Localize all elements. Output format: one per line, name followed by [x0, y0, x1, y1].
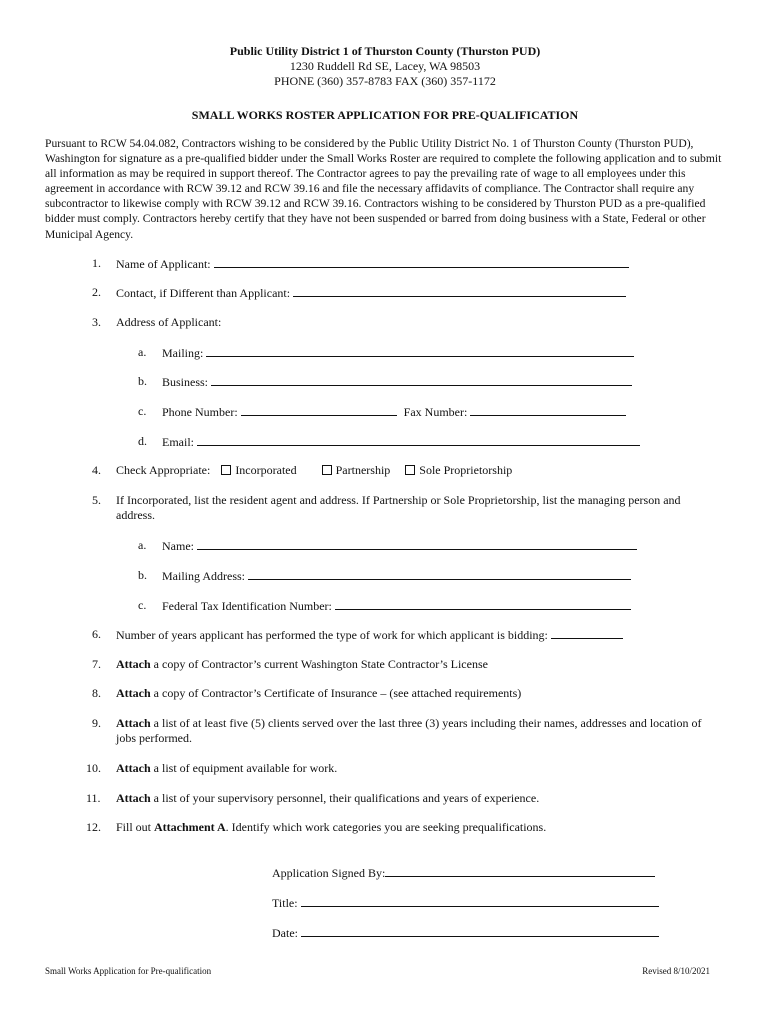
categories-text: . Identify which work categories you are seeking prequalifications.	[225, 820, 547, 834]
sub-letter: c.	[138, 404, 147, 418]
tax-id-field[interactable]	[335, 598, 631, 610]
signer-title-label: Title:	[272, 896, 298, 910]
attach-label: Attach	[116, 716, 151, 730]
attachment-a-label: Attachment A	[154, 820, 226, 834]
sub-letter: d.	[138, 434, 147, 448]
fax-label: Fax Number:	[403, 405, 468, 419]
sub-letter: c.	[138, 598, 147, 612]
clients-text: a list of at least five (5) clients served over the last three (3) years including their names, addresses and location of jobs performed.	[116, 716, 702, 745]
item-number: 11.	[86, 791, 101, 805]
agent-mailing-label: Mailing Address:	[162, 569, 245, 583]
incorporated-label: Incorporated	[235, 463, 297, 477]
agent-name-row	[162, 538, 637, 554]
email-field[interactable]	[197, 434, 640, 446]
date-row	[272, 925, 659, 941]
phone-field[interactable]	[241, 404, 397, 416]
partnership-label: Partnership	[335, 463, 391, 477]
contact-label: Contact, if Different than Applicant:	[116, 286, 291, 300]
check-appropriate-row	[116, 463, 512, 478]
email-row	[162, 434, 640, 450]
org-phone-fax: PHONE (360) 357-8783 FAX (360) 357-1172	[274, 74, 496, 88]
org-name: Public Utility District 1 of Thurston County (Thurston PUD)	[229, 44, 541, 58]
contact-row	[116, 285, 626, 301]
signed-by-label: Application Signed By:	[272, 866, 386, 880]
sub-letter: a.	[138, 345, 147, 359]
years-label: Number of years applicant has performed the type of work for which applicant is bidding:	[116, 628, 548, 642]
sole-proprietorship-checkbox[interactable]	[405, 465, 415, 475]
intro-paragraph: Pursuant to RCW 54.04.082, Contractors wishing to be considered by the Public Utility District No. 1 of Thurston County (Thurston PUD), Washington for signature as a pre-qualified bidder under the Small Works Roster are required to complete the following application and to submit all information as may be required in support thereof. The Contractor agrees to pay the prevailing rate of wage to all employees under this agreement in accordance with RCW 39.12 and RCW 39.16 and file the necessary affidavits of compliance. The Contractor shall require any subcontractor to likewise comply with RCW 39.12 and RCW 39.16. Contractors wishing to be considered by Thurston PUD as a pre-qualified bidder must comply. Contractors hereby certify that they have not been suspended or barred from doing business with a State, Federal or other Municipal Agency.	[45, 137, 722, 241]
item-number: 1.	[92, 256, 101, 270]
item-number: 2.	[92, 285, 101, 299]
equipment-text: a list of equipment available for work.	[150, 761, 338, 775]
item-number: 4.	[92, 463, 101, 477]
signed-by-field[interactable]	[385, 865, 655, 877]
attach-label: Attach	[116, 657, 151, 671]
mailing-row	[162, 345, 634, 361]
clients-item	[116, 716, 716, 746]
email-label: Email:	[162, 435, 194, 449]
attach-label: Attach	[116, 686, 151, 700]
agent-instructions: If Incorporated, list the resident agent and address. If Partnership or Sole Proprietorship, list the managing person and address.	[116, 493, 681, 522]
business-field[interactable]	[211, 374, 632, 386]
header	[0, 44, 770, 89]
sub-letter: a.	[138, 538, 147, 552]
footer-document-name: Small Works Application for Pre-qualification	[45, 966, 212, 976]
business-row	[162, 374, 632, 390]
attach-label: Attach	[116, 761, 151, 775]
equipment-item	[116, 761, 337, 776]
name-of-applicant-label: Name of Applicant:	[116, 257, 211, 271]
years-field[interactable]	[551, 627, 623, 639]
attach-label: Attach	[116, 791, 151, 805]
title-row	[272, 895, 659, 911]
sub-letter: b.	[138, 568, 147, 582]
personnel-text: a list of your supervisory personnel, their qualifications and years of experience.	[150, 791, 540, 805]
partnership-checkbox[interactable]	[322, 465, 332, 475]
item-number: 10.	[86, 761, 101, 775]
license-item	[116, 657, 488, 672]
page-title: SMALL WORKS ROSTER APPLICATION FOR PRE-QUALIFICATION	[191, 108, 579, 122]
tax-id-row	[162, 598, 631, 614]
tax-id-label: Federal Tax Identification Number:	[162, 599, 332, 613]
footer-revision: Revised 8/10/2021	[642, 966, 710, 976]
item-number: 7.	[92, 657, 101, 671]
date-field[interactable]	[301, 925, 659, 937]
item-number: 9.	[92, 716, 101, 730]
agent-name-label: Name:	[162, 539, 194, 553]
agent-mailing-row	[162, 568, 631, 584]
name-of-applicant-row	[116, 256, 629, 272]
mailing-label: Mailing:	[162, 346, 204, 360]
phone-label: Phone Number:	[162, 405, 238, 419]
agent-mailing-field[interactable]	[248, 568, 631, 580]
signer-title-field[interactable]	[301, 895, 659, 907]
item-number: 5.	[92, 493, 101, 507]
item-number: 6.	[92, 627, 101, 641]
signed-by-row	[272, 865, 655, 881]
address-label: Address of Applicant:	[116, 315, 222, 329]
contact-field[interactable]	[293, 285, 626, 297]
business-label: Business:	[162, 375, 209, 389]
years-row	[116, 627, 623, 643]
mailing-field[interactable]	[206, 345, 634, 357]
insurance-item	[116, 686, 521, 701]
license-text: a copy of Contractor’s current Washington State Contractor’s License	[150, 657, 488, 671]
name-of-applicant-field[interactable]	[214, 256, 629, 268]
agent-name-field[interactable]	[197, 538, 637, 550]
date-label: Date:	[272, 926, 298, 940]
insurance-text: a copy of Contractor’s Certificate of Insurance – (see attached requirements)	[150, 686, 522, 700]
incorporated-checkbox[interactable]	[221, 465, 231, 475]
item-number: 12.	[86, 820, 101, 834]
org-address: 1230 Ruddell Rd SE, Lacey, WA 98503	[289, 59, 481, 73]
sub-letter: b.	[138, 374, 147, 388]
sole-proprietorship-label: Sole Proprietorship	[419, 463, 513, 477]
check-appropriate-label: Check Appropriate:	[116, 463, 211, 477]
fill-out-text: Fill out	[116, 820, 155, 834]
item-number: 8.	[92, 686, 101, 700]
attachment-a-item	[116, 820, 546, 835]
fax-field[interactable]	[470, 404, 626, 416]
item-number: 3.	[92, 315, 101, 329]
personnel-item	[116, 791, 539, 806]
phone-fax-row	[162, 404, 626, 420]
